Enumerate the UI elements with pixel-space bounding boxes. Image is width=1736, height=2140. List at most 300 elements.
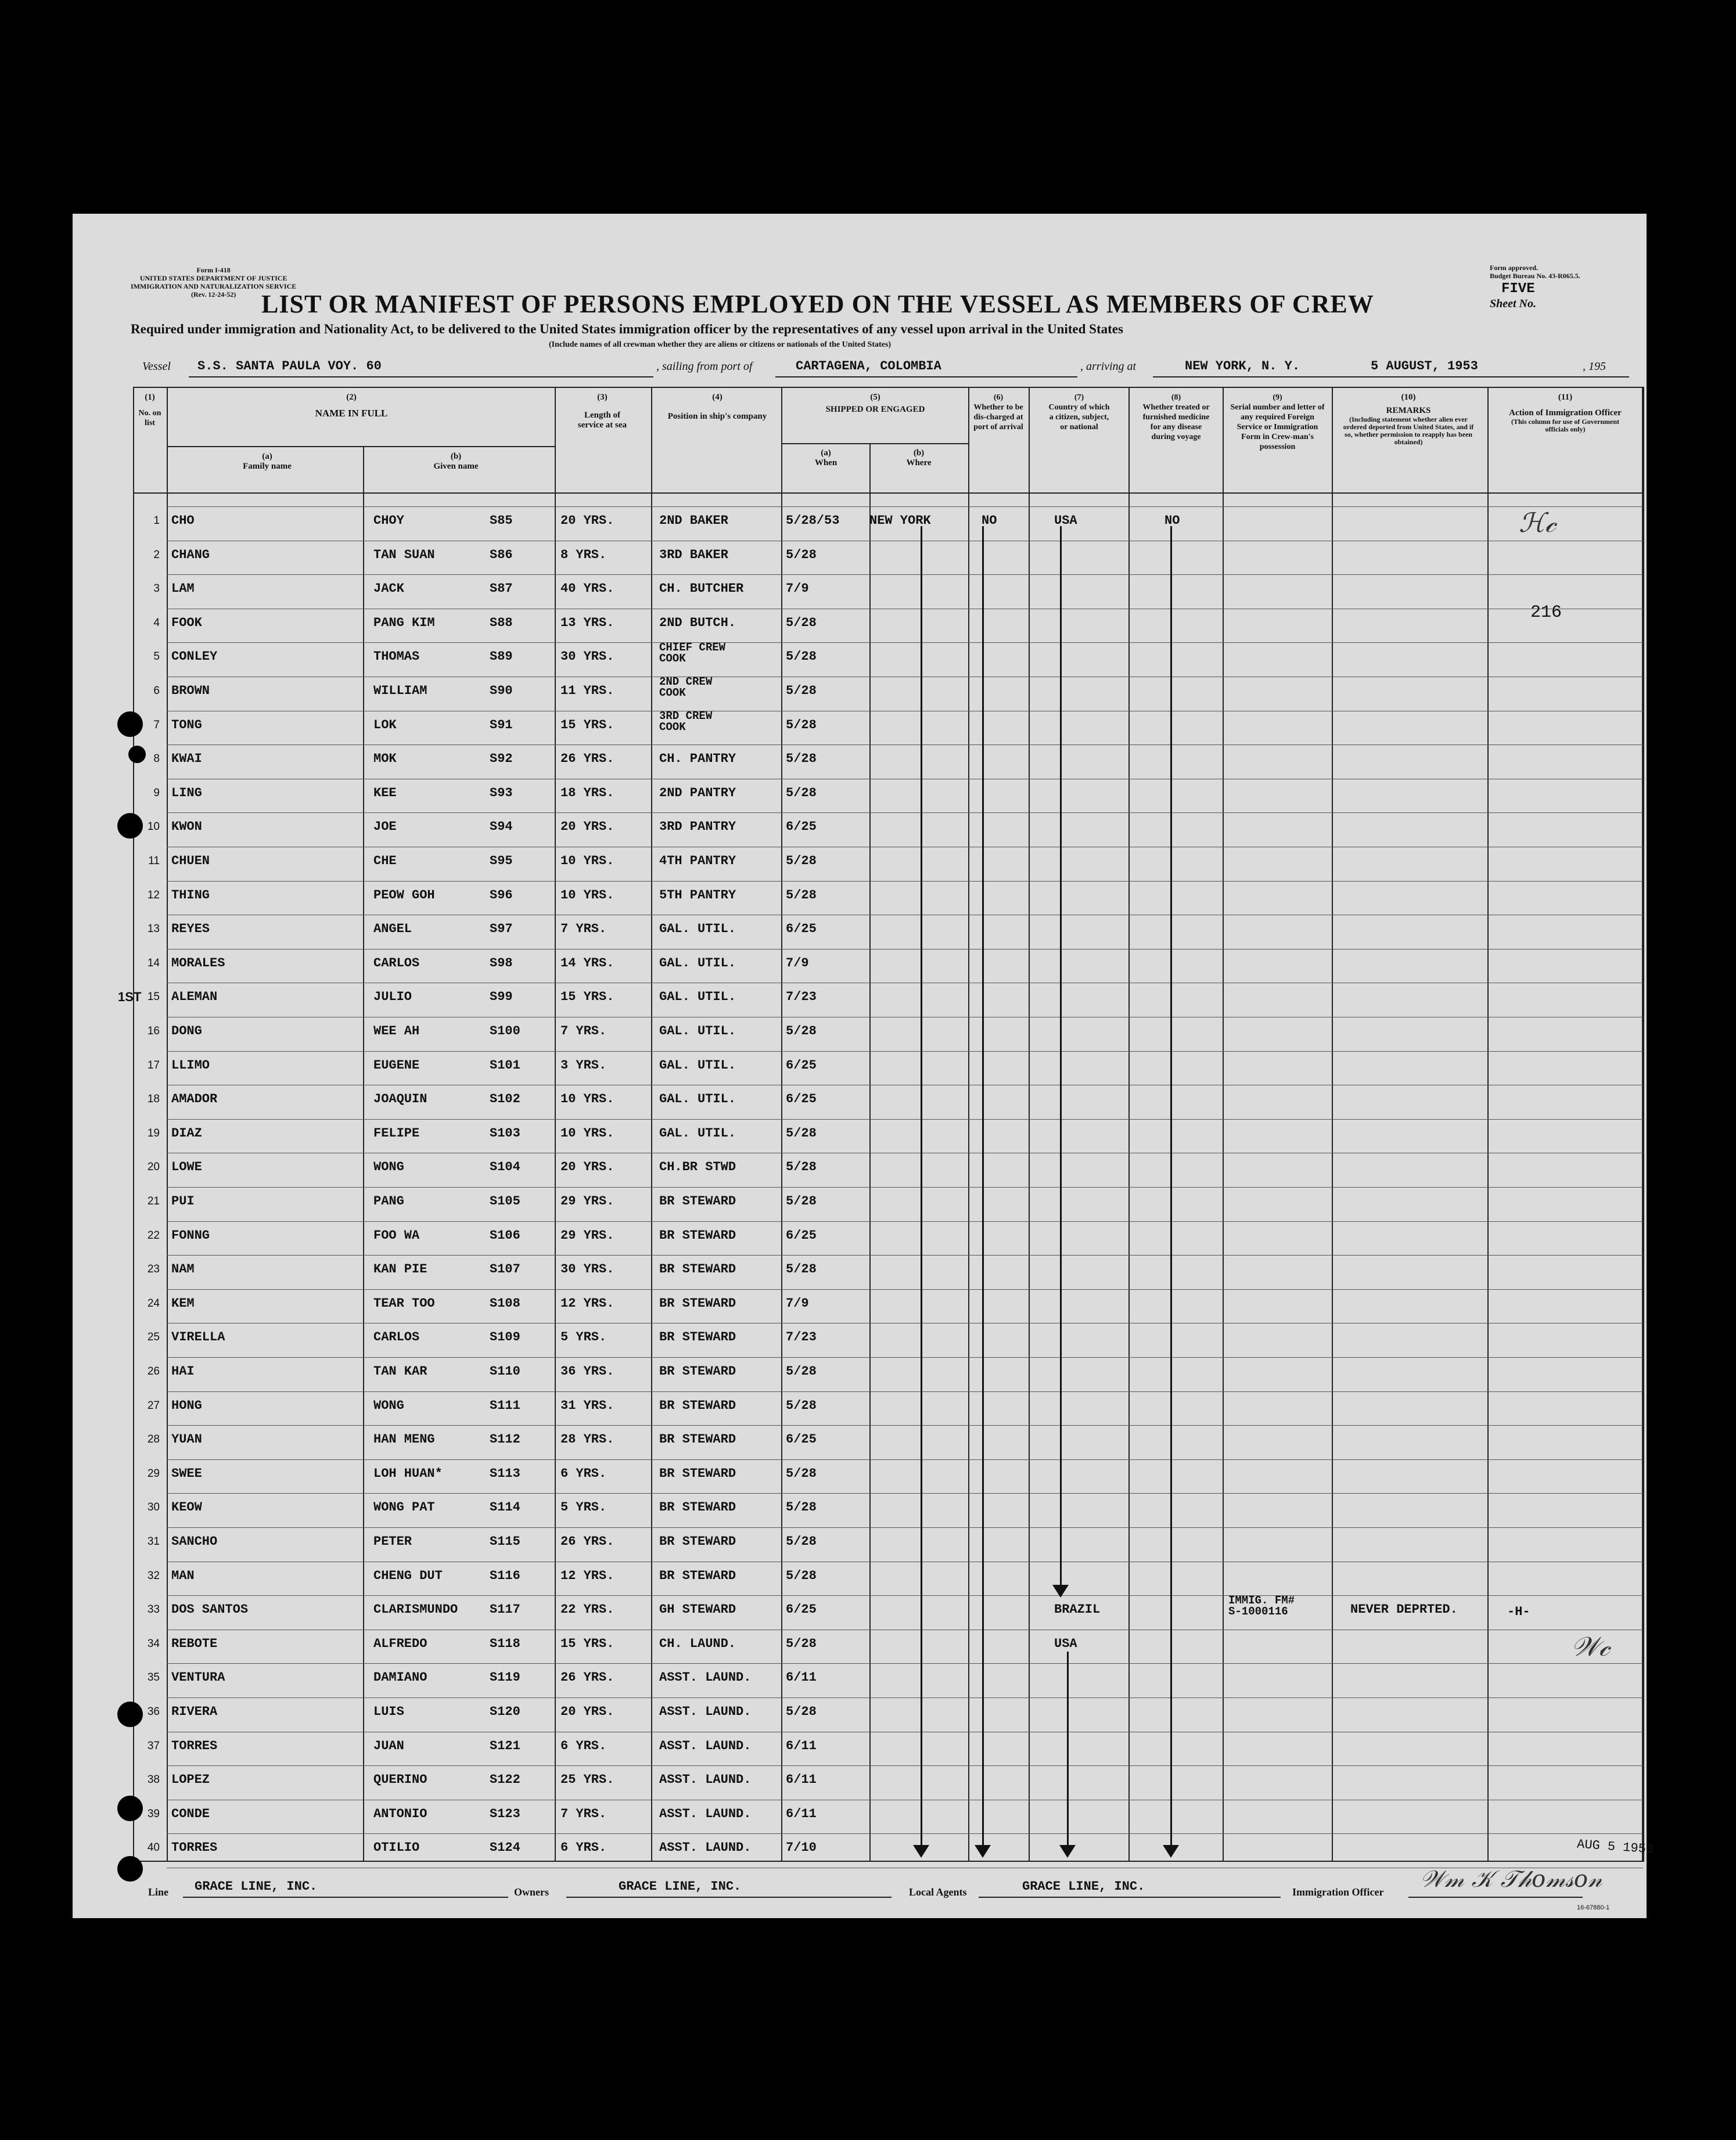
col2b-label: Given name [433, 462, 479, 471]
shipped-when: 5/28 [786, 547, 817, 562]
given-name: JOE [373, 819, 397, 835]
family-name: LLIMO [171, 1058, 210, 1073]
given-name: ALFREDO [373, 1636, 427, 1651]
vessel-label: Vessel [142, 360, 171, 373]
sheet-number: FIVE [1501, 281, 1535, 297]
row-rule [167, 1663, 1643, 1664]
punch-hole [128, 746, 146, 763]
family-name: KEOW [171, 1500, 202, 1515]
shipped-when: 6/25 [786, 819, 817, 835]
service-length: 26 YRS. [560, 751, 614, 767]
position: CH.BR STWD [659, 1160, 736, 1175]
given-name: WILLIAM [373, 684, 427, 698]
col2a-label: Family name [243, 462, 292, 471]
shipped-when: 5/28 [786, 649, 817, 664]
shipped-when: 7/23 [786, 1330, 817, 1345]
position: GAL. UTIL. [659, 1024, 736, 1038]
service-length: 25 YRS. [560, 1772, 614, 1787]
service-length: 26 YRS. [560, 1534, 614, 1549]
given-name: JUAN [373, 1738, 404, 1753]
shipped-when: 6/25 [786, 922, 817, 937]
given-name: OTILIO [373, 1840, 420, 1855]
row-number: 3 [153, 582, 160, 595]
shipped-when: 6/25 [786, 1058, 817, 1073]
row-rule [167, 812, 1643, 813]
col8-label: Whether treated or furnished medicine for any disease during voyage [1142, 403, 1210, 441]
position: 3RD PANTRY [659, 819, 736, 835]
row-rule [167, 642, 1643, 643]
family-name: DOS SANTOS [171, 1602, 249, 1617]
given-name: CLARISMUNDO [373, 1602, 458, 1617]
date-stamp: AUG 5 1953 [1576, 1837, 1654, 1857]
manifest-sheet [73, 214, 1654, 1918]
crew-id: S94 [490, 819, 513, 835]
row-number: 28 [147, 1433, 160, 1446]
row-number: 10 [147, 821, 160, 833]
shipped-when: 6/25 [786, 1092, 817, 1107]
family-name: YUAN [171, 1432, 202, 1447]
col5b-label: Where [906, 458, 932, 467]
crew-id: S86 [490, 547, 513, 562]
given-name: CHOY [373, 513, 404, 528]
col5b-header [869, 448, 968, 468]
punch-hole [117, 1856, 143, 1882]
crew-id: S90 [490, 684, 513, 698]
officer-signature: 𝒲𝓂 𝒦 𝒯𝒽𝑜𝓂𝓈𝑜𝓃 [1420, 1866, 1602, 1893]
service-length: 6 YRS. [560, 1840, 607, 1855]
shipped-when: 5/28 [786, 751, 817, 767]
position: GAL. UTIL. [659, 1058, 736, 1073]
shipped-when: 7/9 [786, 581, 809, 596]
given-name: TAN KAR [373, 1364, 427, 1379]
service-length: 6 YRS. [560, 1738, 607, 1753]
ditto-arrowhead [975, 1845, 991, 1858]
shipped-when: 6/25 [786, 1228, 817, 1243]
family-name: KWON [171, 819, 202, 835]
given-name: JULIO [373, 990, 412, 1005]
service-length: 12 YRS. [560, 1568, 614, 1583]
col7-label: Country of which a citizen, subject, or national [1048, 403, 1110, 431]
col9-header [1224, 393, 1331, 452]
given-name: KAN PIE [373, 1262, 427, 1277]
col1-label: No. on list [138, 409, 161, 427]
service-length: 26 YRS. [560, 1670, 614, 1685]
position: CH. LAUND. [659, 1636, 736, 1651]
service-length: 31 YRS. [560, 1398, 614, 1413]
row-number: 20 [147, 1161, 160, 1174]
punch-hole [117, 813, 143, 839]
crew-id: S91 [490, 717, 513, 732]
row-rule [781, 443, 968, 444]
discharged: NO [982, 513, 997, 528]
country: USA [1054, 513, 1077, 528]
ditto-arrow [1060, 526, 1062, 1587]
medicine: NO [1164, 513, 1180, 528]
row-number: 7 [153, 718, 160, 731]
col3-label: Length of service at sea [577, 411, 627, 430]
col9-num: (9) [1273, 393, 1282, 402]
given-name: ANGEL [373, 922, 412, 937]
shipped-when: 7/10 [786, 1840, 817, 1855]
form-approved: Form approved. [1490, 264, 1539, 272]
budget-bureau: Budget Bureau No. 43-R065.5. [1490, 272, 1580, 280]
budget-block [1490, 264, 1580, 280]
form-number: Form I-418 [196, 266, 231, 274]
family-name: SANCHO [171, 1534, 218, 1549]
row-number: 32 [147, 1569, 160, 1582]
position: GAL. UTIL. [659, 990, 736, 1005]
given-name: EUGENE [373, 1058, 420, 1073]
row-rule [167, 1765, 1643, 1766]
given-name: LUIS [373, 1704, 404, 1719]
footer-owners-label: Owners [514, 1886, 549, 1898]
service-length: 22 YRS. [560, 1602, 614, 1617]
ditto-arrow [921, 526, 922, 1847]
row-number: 6 [153, 685, 160, 697]
col10-label: REMARKS [1386, 406, 1431, 415]
row-rule [167, 1833, 1643, 1834]
service-length: 15 YRS. [560, 990, 614, 1005]
position: 2ND BUTCH. [659, 615, 736, 630]
crew-id: S114 [490, 1500, 520, 1515]
row-rule [167, 446, 555, 447]
shipped-when: 5/28 [786, 1364, 817, 1379]
col5a-num: (a) [821, 448, 831, 458]
service-length: 10 YRS. [560, 854, 614, 868]
row-number: 31 [147, 1535, 160, 1548]
shipped-where: NEW YORK [869, 513, 931, 528]
ditto-arrow [1170, 526, 1172, 1847]
position: 3RD BAKER [659, 547, 728, 562]
row-rule [133, 492, 1643, 494]
row-number: 13 [147, 923, 160, 936]
column-rule [133, 387, 134, 1862]
position: GAL. UTIL. [659, 1092, 736, 1107]
col5a-header [782, 448, 869, 468]
row-number: 35 [147, 1671, 160, 1684]
vessel-name: S.S. SANTA PAULA VOY. 60 [197, 359, 382, 373]
family-name: HAI [171, 1364, 195, 1379]
given-name: CHE [373, 854, 397, 868]
position: BR STEWARD [659, 1466, 736, 1481]
position: CH. PANTRY [659, 751, 736, 767]
row-number: 5 [153, 650, 160, 663]
position: BR STEWARD [659, 1330, 736, 1345]
family-name: CHANG [171, 547, 210, 562]
row-number: 16 [147, 1025, 160, 1037]
family-name: RIVERA [171, 1704, 218, 1719]
col10-num: (10) [1401, 393, 1416, 402]
service-length: 11 YRS. [560, 684, 614, 698]
row-rule [167, 1289, 1643, 1290]
family-name: CHUEN [171, 854, 210, 868]
crew-id: S97 [490, 922, 513, 937]
column-rule [1643, 387, 1644, 1862]
remarks-mark: -H- [1507, 1605, 1530, 1619]
row-number: 21 [147, 1195, 160, 1207]
family-name: KEM [171, 1296, 195, 1311]
row-number: 40 [147, 1842, 160, 1854]
family-name: SWEE [171, 1466, 202, 1481]
subtitle: Required under immigration and Nationality Act, to be delivered to the United States immigration officer by the representatives of any vessel upon arrival in the United States [131, 322, 1123, 336]
col2b-header [363, 452, 549, 472]
position: ASST. LAUND. [659, 1670, 752, 1685]
col11-header [1490, 393, 1641, 433]
position: CH. BUTCHER [659, 581, 744, 596]
footer-officer-label: Immigration Officer [1292, 1886, 1384, 1898]
row-number: 9 [153, 786, 160, 799]
crew-id: S99 [490, 990, 513, 1005]
service-length: 30 YRS. [560, 649, 614, 664]
crew-id: S92 [490, 751, 513, 767]
crew-id: S115 [490, 1534, 520, 1549]
crew-id: S101 [490, 1058, 520, 1073]
col5-num: (5) [870, 393, 880, 402]
col2a-num: (a) [262, 452, 272, 461]
service-length: 7 YRS. [560, 1024, 607, 1038]
row-number: 8 [153, 753, 160, 765]
crew-id: S98 [490, 955, 513, 970]
row-number: 36 [147, 1706, 160, 1718]
row-number: 12 [147, 889, 160, 901]
family-name: FONNG [171, 1228, 210, 1243]
col2-label: NAME IN FULL [315, 408, 388, 419]
family-name: MAN [171, 1568, 195, 1583]
crew-id: S123 [490, 1806, 520, 1821]
given-name: JOAQUIN [373, 1092, 427, 1107]
service-length: 40 YRS. [560, 581, 614, 596]
year-suffix: , 195 [1583, 360, 1606, 373]
row-rule [167, 1187, 1643, 1188]
row-rule [167, 1221, 1643, 1222]
officer-initials-mid: 𝒲𝒸 [1571, 1631, 1610, 1662]
position: BR STEWARD [659, 1398, 736, 1413]
col2a-header [171, 452, 363, 472]
service-length: 12 YRS. [560, 1296, 614, 1311]
crew-id: S120 [490, 1704, 520, 1719]
given-name: THOMAS [373, 649, 420, 664]
position: GAL. UTIL. [659, 955, 736, 970]
row-rule [167, 1391, 1643, 1392]
shipped-when: 5/28 [786, 1160, 817, 1175]
service-length: 6 YRS. [560, 1466, 607, 1481]
given-name: QUERINO [373, 1772, 427, 1787]
row-number: 2 [153, 548, 160, 561]
col5a-label: When [814, 458, 838, 467]
position: ASST. LAUND. [659, 1738, 752, 1753]
country: USA [1054, 1636, 1077, 1651]
position: ASST. LAUND. [659, 1772, 752, 1787]
row-number: 26 [147, 1365, 160, 1377]
given-name: DAMIANO [373, 1670, 427, 1685]
col11-num: (11) [1558, 393, 1573, 402]
crew-id: S116 [490, 1568, 520, 1583]
ditto-arrowhead [1052, 1585, 1069, 1598]
country: BRAZIL [1054, 1602, 1101, 1617]
punch-hole [117, 1796, 143, 1821]
ditto-arrow [982, 526, 984, 1847]
officer-initials-top: ℋ𝒸 [1519, 507, 1556, 538]
row-number: 38 [147, 1774, 160, 1786]
crew-id: S89 [490, 649, 513, 664]
position: GAL. UTIL. [659, 1125, 736, 1141]
service-length: 3 YRS. [560, 1058, 607, 1073]
crew-id: S103 [490, 1125, 520, 1141]
shipped-when: 5/28 [786, 854, 817, 868]
position: BR STEWARD [659, 1296, 736, 1311]
footer-agents-label: Local Agents [909, 1886, 967, 1898]
position: ASST. LAUND. [659, 1704, 752, 1719]
arriving-label: , arriving at [1080, 360, 1137, 373]
shipped-when: 5/28 [786, 615, 817, 630]
ditto-arrowhead [1163, 1845, 1179, 1858]
crew-id: S100 [490, 1024, 520, 1038]
row-rule [167, 574, 1643, 575]
col11-number: 216 [1530, 603, 1562, 623]
ditto-arrow [1067, 1652, 1069, 1848]
crew-id: S104 [490, 1160, 520, 1175]
row-number: 27 [147, 1399, 160, 1412]
row-rule [167, 1255, 1643, 1256]
col4-num: (4) [712, 393, 723, 402]
crew-id: S112 [490, 1432, 520, 1447]
family-name: DIAZ [171, 1125, 202, 1141]
given-name: WONG [373, 1398, 404, 1413]
service-length: 10 YRS. [560, 1092, 614, 1107]
crew-id: S124 [490, 1840, 520, 1855]
row-number: 4 [153, 616, 160, 629]
crew-id: S119 [490, 1670, 520, 1685]
family-name: CONDE [171, 1806, 210, 1821]
given-name: CARLOS [373, 955, 420, 970]
row-number: 39 [147, 1807, 160, 1820]
col7-header [1030, 393, 1128, 432]
service-length: 20 YRS. [560, 1160, 614, 1175]
row-number: 25 [147, 1331, 160, 1344]
given-name: WONG PAT [373, 1500, 435, 1515]
service-length: 29 YRS. [560, 1194, 614, 1209]
row-rule [167, 1697, 1643, 1698]
crew-id: S96 [490, 887, 513, 902]
family-name: VENTURA [171, 1670, 225, 1685]
given-name: FOO WA [373, 1228, 420, 1243]
family-name: AMADOR [171, 1092, 218, 1107]
position: BR STEWARD [659, 1364, 736, 1379]
col5b-num: (b) [913, 448, 925, 458]
position: GAL. UTIL. [659, 922, 736, 937]
shipped-when: 6/11 [786, 1806, 817, 1821]
col11-note: (This column for use of Government officials only) [1511, 418, 1620, 433]
given-name: MOK [373, 751, 397, 767]
shipped-when: 5/28 [786, 1636, 817, 1651]
service-length: 20 YRS. [560, 513, 614, 528]
row-number: 1 [153, 515, 160, 527]
row-rule [167, 1459, 1643, 1460]
col7-num: (7) [1074, 393, 1084, 402]
family-name: LAM [171, 581, 195, 596]
crew-id: S93 [490, 785, 513, 800]
service-length: 20 YRS. [560, 1704, 614, 1719]
position: BR STEWARD [659, 1194, 736, 1209]
column-rule [363, 446, 364, 1862]
service-length: 29 YRS. [560, 1228, 614, 1243]
col5-header [782, 393, 968, 415]
punch-hole [117, 711, 143, 737]
footer-line: GRACE LINE, INC. [195, 1879, 318, 1894]
port-from: CARTAGENA, COLOMBIA [796, 359, 941, 373]
form-print-number: 16-67880-1 [1577, 1904, 1610, 1911]
family-name: CONLEY [171, 649, 218, 664]
shipped-when: 5/28 [786, 887, 817, 902]
service-length: 36 YRS. [560, 1364, 614, 1379]
position: BR STEWARD [659, 1534, 736, 1549]
given-name: JACK [373, 581, 404, 596]
shipped-when: 7/9 [786, 1296, 809, 1311]
position: 3RD CREW COOK [659, 709, 713, 733]
family-name: TONG [171, 717, 202, 732]
service-length: 5 YRS. [560, 1500, 607, 1515]
shipped-when: 6/25 [786, 1602, 817, 1617]
col6-header [969, 393, 1027, 432]
crew-id: S109 [490, 1330, 520, 1345]
family-name: TORRES [171, 1738, 218, 1753]
family-name: REYES [171, 922, 210, 937]
row-rule [167, 744, 1643, 745]
service-length: 15 YRS. [560, 1636, 614, 1651]
service-length: 10 YRS. [560, 887, 614, 902]
given-name: CHENG DUT [373, 1568, 443, 1583]
row-number: 17 [147, 1059, 160, 1071]
service-length: 20 YRS. [560, 819, 614, 835]
position: BR STEWARD [659, 1432, 736, 1447]
crew-id: S87 [490, 581, 513, 596]
position: GH STEWARD [659, 1602, 736, 1617]
shipped-when: 5/28/53 [786, 513, 840, 528]
service-length: 18 YRS. [560, 785, 614, 800]
col9-label: Serial number and letter of any required Foreign Service or Immigration Form in Crew-man's possession [1230, 403, 1325, 451]
col3-header [556, 393, 649, 430]
family-name: KWAI [171, 751, 202, 767]
family-name: NAM [171, 1262, 195, 1277]
position: ASST. LAUND. [659, 1840, 752, 1855]
shipped-when: 5/28 [786, 1534, 817, 1549]
service-length: 5 YRS. [560, 1330, 607, 1345]
row-number: 30 [147, 1501, 160, 1514]
service-length: 30 YRS. [560, 1262, 614, 1277]
row-rule [167, 1119, 1643, 1120]
service-length: 28 YRS. [560, 1432, 614, 1447]
row-prefix: 1ST [118, 990, 142, 1005]
service-length: 15 YRS. [560, 717, 614, 732]
position: 2ND CREW COOK [659, 675, 713, 699]
row-number: 15 [147, 991, 160, 1004]
shipped-when: 5/28 [786, 1568, 817, 1583]
crew-id: S95 [490, 854, 513, 868]
subtitle-note: (Include names of all crewman whether they are aliens or citizens or nationals of the United States) [549, 340, 891, 349]
given-name: KEE [373, 785, 397, 800]
footer-owners: GRACE LINE, INC. [619, 1879, 742, 1894]
shipped-when: 5/28 [786, 1024, 817, 1038]
col2b-num: (b) [450, 452, 462, 461]
given-name: PANG KIM [373, 615, 435, 630]
shipped-when: 5/28 [786, 1398, 817, 1413]
crew-id: S88 [490, 615, 513, 630]
row-number: 37 [147, 1739, 160, 1752]
given-name: PETER [373, 1534, 412, 1549]
col4-header [653, 393, 781, 422]
given-name: CARLOS [373, 1330, 420, 1345]
given-name: WONG [373, 1160, 404, 1175]
